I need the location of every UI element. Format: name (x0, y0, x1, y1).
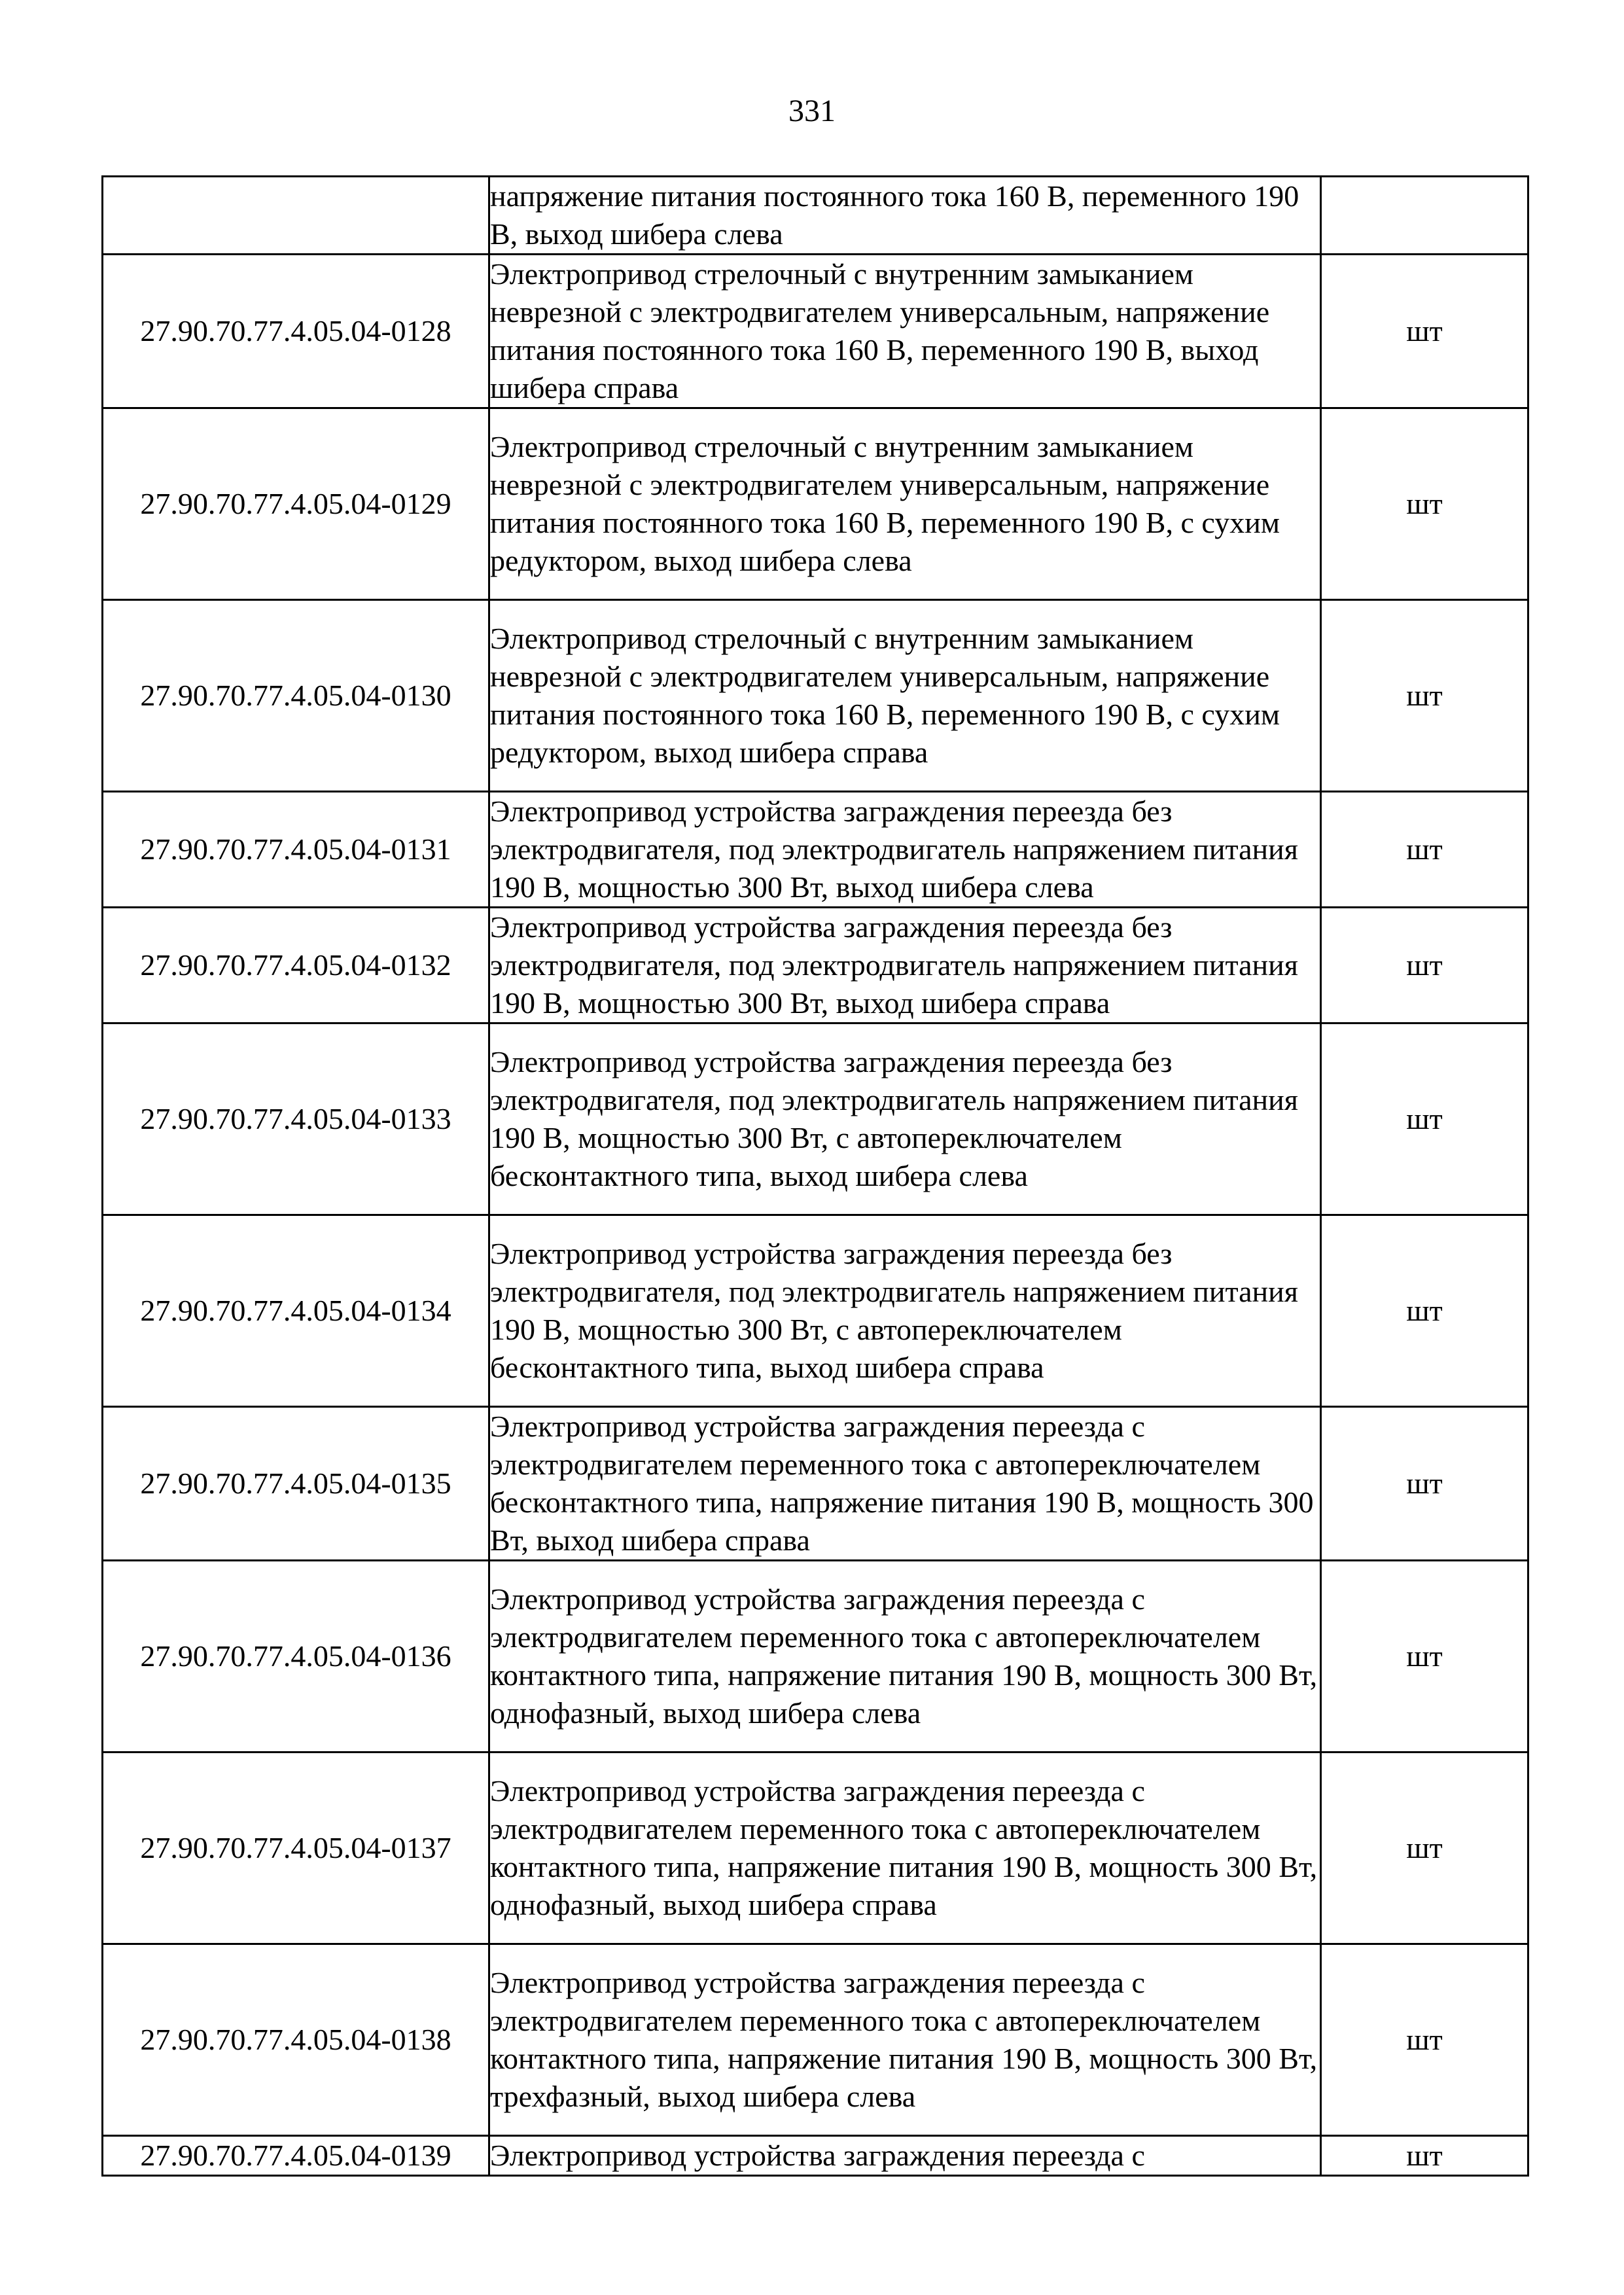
resource-unit: шт (1321, 600, 1528, 792)
resource-description: Электропривод устройства заграждения переезда без электродвигателя, под электродвигатель напряжением питания 190 В, мощностью 300 Вт, с автопереключателем бесконтактного типа, выход шибера слева (489, 1023, 1321, 1215)
resource-description: Электропривод стрелочный с внутренним замыканием неврезной с электродвигателем универсальным, напряжение питания постоянного тока 160 В, переменного 190 В, с сухим редуктором, выход шибера справа (489, 600, 1321, 792)
resource-code: 27.90.70.77.4.05.04-0131 (103, 792, 489, 908)
table-row (103, 1752, 1528, 1944)
resource-unit: шт (1321, 1752, 1528, 1944)
table-row (103, 1023, 1528, 1215)
resource-description: напряжение питания постоянного тока 160 В, переменного 190 В, выход шибера слева (489, 177, 1321, 255)
resource-description: Электропривод устройства заграждения переезда с электродвигателем переменного тока с автопереключателем бесконтактного типа, напряжение питания 190 В, мощность 300 Вт, выход шибера справа (489, 1407, 1321, 1561)
resource-code: 27.90.70.77.4.05.04-0138 (103, 1944, 489, 2136)
resource-code: 27.90.70.77.4.05.04-0135 (103, 1407, 489, 1561)
resource-unit: шт (1321, 1561, 1528, 1752)
resource-code: 27.90.70.77.4.05.04-0132 (103, 908, 489, 1023)
resource-code: 27.90.70.77.4.05.04-0130 (103, 600, 489, 792)
resource-code: 27.90.70.77.4.05.04-0134 (103, 1215, 489, 1407)
resource-table (101, 175, 1529, 2177)
resource-code: 27.90.70.77.4.05.04-0137 (103, 1752, 489, 1944)
resource-unit: шт (1321, 1944, 1528, 2136)
resource-description: Электропривод стрелочный с внутренним замыканием неврезной с электродвигателем универсальным, напряжение питания постоянного тока 160 В, переменного 190 В, с сухим редуктором, выход шибера слева (489, 408, 1321, 600)
resource-code: 27.90.70.77.4.05.04-0133 (103, 1023, 489, 1215)
resource-unit: шт (1321, 408, 1528, 600)
resource-description: Электропривод стрелочный с внутренним замыканием неврезной с электродвигателем универсальным, напряжение питания постоянного тока 160 В, переменного 190 В, выход шибера справа (489, 255, 1321, 408)
table-row (103, 255, 1528, 408)
resource-code: 27.90.70.77.4.05.04-0139 (103, 2136, 489, 2176)
resource-description: Электропривод устройства заграждения переезда с электродвигателем переменного тока с автопереключателем контактного типа, напряжение питания 190 В, мощность 300 Вт, трехфазный, выход шибера слева (489, 1944, 1321, 2136)
resource-code: 27.90.70.77.4.05.04-0136 (103, 1561, 489, 1752)
page-number: 331 (788, 94, 836, 128)
table-row (103, 408, 1528, 600)
resource-code: 27.90.70.77.4.05.04-0129 (103, 408, 489, 600)
resource-description: Электропривод устройства заграждения переезда без электродвигателя, под электродвигатель напряжением питания 190 В, мощностью 300 Вт, с автопереключателем бесконтактного типа, выход шибера справа (489, 1215, 1321, 1407)
table-row (103, 177, 1528, 255)
resource-description: Электропривод устройства заграждения переезда с (489, 2136, 1321, 2176)
resource-description: Электропривод устройства заграждения переезда с электродвигателем переменного тока с автопереключателем контактного типа, напряжение питания 190 В, мощность 300 Вт, однофазный, выход шибера справа (489, 1752, 1321, 1944)
table-row (103, 2136, 1528, 2176)
resource-unit: шт (1321, 2136, 1528, 2176)
table-row (103, 1407, 1528, 1561)
resource-unit: шт (1321, 1023, 1528, 1215)
table-row (103, 908, 1528, 1023)
table-row (103, 1215, 1528, 1407)
resource-unit: шт (1321, 1407, 1528, 1561)
resource-unit: шт (1321, 792, 1528, 908)
table-row (103, 1561, 1528, 1752)
resource-code: 27.90.70.77.4.05.04-0128 (103, 255, 489, 408)
resource-unit: шт (1321, 1215, 1528, 1407)
resource-description: Электропривод устройства заграждения переезда с электродвигателем переменного тока с автопереключателем контактного типа, напряжение питания 190 В, мощность 300 Вт, однофазный, выход шибера слева (489, 1561, 1321, 1752)
resource-code (103, 177, 489, 255)
table-row (103, 1944, 1528, 2136)
resource-description: Электропривод устройства заграждения переезда без электродвигателя, под электродвигатель напряжением питания 190 В, мощностью 300 Вт, выход шибера слева (489, 792, 1321, 908)
resource-unit: шт (1321, 255, 1528, 408)
table-row (103, 792, 1528, 908)
resource-description: Электропривод устройства заграждения переезда без электродвигателя, под электродвигатель напряжением питания 190 В, мощностью 300 Вт, выход шибера справа (489, 908, 1321, 1023)
resource-unit (1321, 177, 1528, 255)
table-row (103, 600, 1528, 792)
resource-unit: шт (1321, 908, 1528, 1023)
